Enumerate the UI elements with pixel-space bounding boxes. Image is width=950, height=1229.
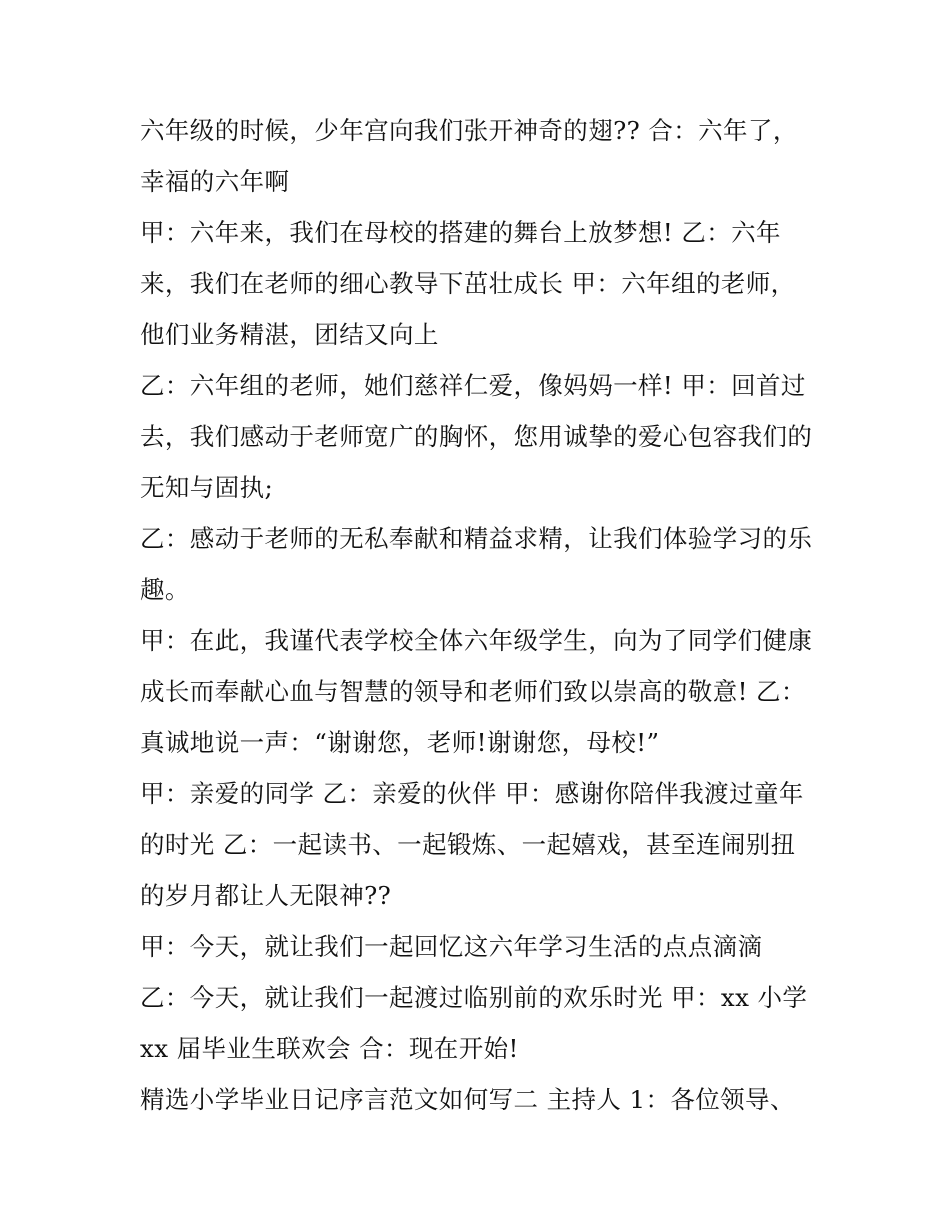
document-body <box>140 105 830 1125</box>
text-line: 乙：六年组的老师，她们慈祥仁爱，像妈妈一样! 甲：回首过 <box>140 371 806 400</box>
text-line: 去，我们感动于老师宽广的胸怀，您用诚挚的爱心包容我们的 <box>140 422 813 451</box>
text-line: 幸福的六年啊 <box>140 167 290 196</box>
text-line: xx 届毕业生联欢会 合：现在开始! <box>140 1034 519 1063</box>
text-line: 甲：在此，我谨代表学校全体六年级学生，向为了同学们健康 <box>140 626 813 655</box>
text-line: 的岁月都让人无限神?? <box>140 881 392 910</box>
text-line: 趣。 <box>140 575 190 604</box>
text-line: 来，我们在老师的细心教导下茁壮成长 甲：六年组的老师， <box>140 269 796 298</box>
text-line: 他们业务精湛，团结又向上 <box>140 320 439 349</box>
text-line: 乙：感动于老师的无私奉献和精益求精，让我们体验学习的乐 <box>140 524 813 553</box>
text-line: 甲：今天，就让我们一起回忆这六年学习生活的点点滴滴 <box>140 932 763 961</box>
text-line: 甲：六年来，我们在母校的搭建的舞台上放梦想! 乙：六年 <box>140 218 781 247</box>
text-line: 真诚地说一声：“谢谢您，老师!谢谢您，母校!” <box>140 728 660 757</box>
text-line: 成长而奉献心血与智慧的领导和老师们致以崇高的敬意! 乙： <box>140 677 806 706</box>
text-line: 的时光 乙：一起读书、一起锻炼、一起嬉戏，甚至连闹别扭 <box>140 830 796 859</box>
text-line: 乙：今天，就让我们一起渡过临别前的欢乐时光 甲：xx 小学 <box>140 983 808 1012</box>
text-line: 精选小学毕业日记序言范文如何写二 主持人 1：各位领导、 <box>140 1085 795 1114</box>
text-line: 无知与固执; <box>140 473 274 502</box>
text-line: 六年级的时候，少年宫向我们张开神奇的翅?? 合：六年了， <box>140 116 798 145</box>
text-line: 甲：亲爱的同学 乙：亲爱的伙伴 甲：感谢你陪伴我渡过童年 <box>140 779 804 808</box>
